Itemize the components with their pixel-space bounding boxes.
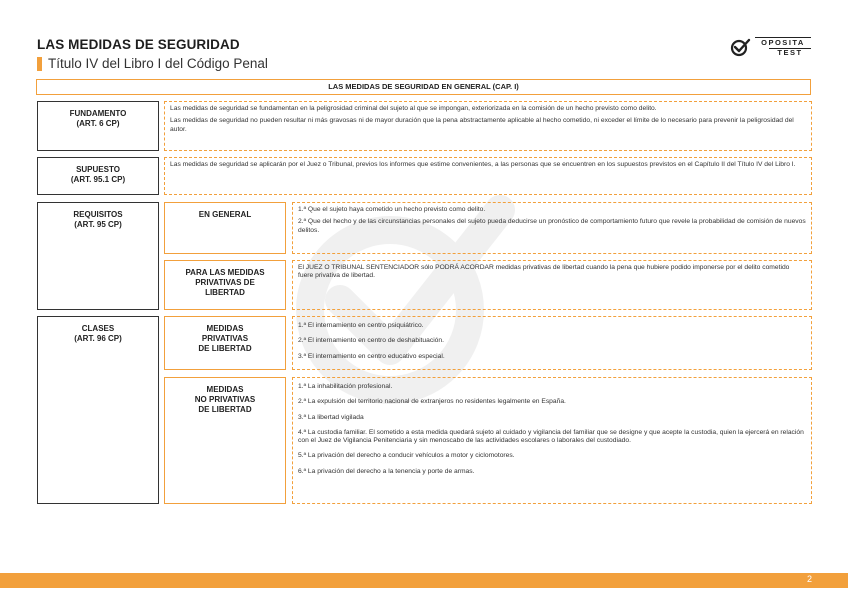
clases-no-privativas-line1: MEDIDAS (206, 385, 244, 394)
clases-label-title: CLASES (81, 324, 115, 333)
clases-label (37, 316, 159, 504)
requisitos-privativas-line1: PARA LAS MEDIDAS (185, 268, 265, 277)
requisitos-general-content (292, 202, 812, 254)
list-item: 1.ª Que el sujeto haya cometido un hecho previsto como delito. (298, 206, 486, 213)
clases-privativas-content (292, 316, 812, 370)
list-item: 6.ª La privación del derecho a la tenencia y porte de armas. (298, 467, 475, 475)
footer-bar (0, 573, 848, 588)
list-item: 1.ª La inhabilitación profesional. (298, 383, 393, 390)
supuesto-content (164, 157, 812, 195)
supuesto-label-title: SUPUESTO (76, 165, 120, 174)
clases-privativas-line1: MEDIDAS (206, 324, 244, 333)
requisitos-general-title: EN GENERAL (198, 210, 252, 219)
clases-privativas-line2: PRIVATIVAS (201, 334, 249, 343)
fundamento-label-article: (ART. 6 CP) (76, 119, 120, 128)
requisitos-privativas-content (292, 260, 812, 310)
logo-line2: TEST (769, 48, 811, 58)
list-item: 2.ª El internamiento en centro de deshabituación. (298, 337, 444, 345)
list-item: 3.ª El internamiento en centro educativo especial. (298, 352, 445, 360)
requisitos-label-title: REQUISITOS (73, 210, 123, 219)
page-title: LAS MEDIDAS DE SEGURIDAD (37, 37, 240, 52)
supuesto-paragraph: Las medidas de seguridad se aplicarán por el Juez o Tribunal, previos los informes que estime convenientes, a las personas que se encuentren en los supuestos previstos en el Capítulo II del Título IV del Libro I. (170, 161, 796, 168)
page-subtitle: Título IV del Libro I del Código Penal (48, 56, 268, 71)
requisitos-privativas-label (164, 260, 286, 310)
clases-label-article: (ART. 96 CP) (74, 334, 122, 343)
supuesto-label-article: (ART. 95.1 CP) (70, 175, 126, 184)
clases-no-privativas-line2: NO PRIVATIVAS (194, 395, 256, 404)
page-number: 2 (806, 574, 812, 584)
list-item: 5.ª La privación del derecho a conducir vehículos a motor y ciclomotores. (298, 452, 515, 460)
list-item: 2.ª La expulsión del territorio nacional de extranjeros no residentes legalmente en España. (298, 398, 566, 406)
section-heading: LAS MEDIDAS DE SEGURIDAD EN GENERAL (CAP. I) (36, 79, 811, 95)
supuesto-label (37, 157, 159, 195)
requisitos-privativas-line2: PRIVATIVAS DE (195, 278, 255, 287)
logo-text (755, 37, 811, 56)
subtitle-accent-bar (37, 57, 42, 71)
requisitos-privativas-paragraph: El JUEZ O TRIBUNAL SENTENCIADOR sólo PODRÁ ACORDAR medidas privativas de libertad cuando la pena que hubiere podido imponerse por el delito cometido fuere privativa de libertad. (298, 264, 790, 280)
requisitos-general-label (164, 202, 286, 254)
list-item: 4.ª La custodia familiar. El sometido a esta medida quedará sujeto al cuidado y vigilancia del familiar que se designe y que acepte la custodia, quien la ejercerá en relación con el Juez de Vigilancia Penitenciaria y sin menoscabo de las actividades escolares o laborales del custodiado. (298, 428, 804, 445)
requisitos-label (37, 202, 159, 310)
check-circle-icon (730, 37, 752, 57)
list-item: 2.ª Que del hecho y de las circunstancias personales del sujeto pueda deducirse un pronóstico de comportamiento futuro que revele la probabilidad de comisión de nuevos delitos. (298, 218, 806, 234)
list-item: 3.ª La libertad vigilada (298, 413, 364, 421)
clases-no-privativas-label (164, 377, 286, 504)
oposita-test-logo (730, 36, 812, 58)
fundamento-label-title: FUNDAMENTO (69, 109, 127, 118)
clases-privativas-line3: DE LIBERTAD (198, 344, 252, 353)
fundamento-paragraph: Las medidas de seguridad no pueden resultar ni más gravosas ni de mayor duración que la pena abstractamente aplicable al hecho cometido, ni exceder el límite de lo necesario para prevenir la peligrosidad del autor. (170, 117, 794, 133)
clases-no-privativas-line3: DE LIBERTAD (198, 405, 252, 414)
fundamento-paragraph: Las medidas de seguridad se fundamentan en la peligrosidad criminal del sujeto al que se impongan, exteriorizada en la comisión de un hecho previsto como delito. (170, 105, 657, 112)
requisitos-privativas-line3: LIBERTAD (205, 288, 245, 297)
logo-line1: OPOSITA (755, 37, 811, 48)
clases-privativas-label (164, 316, 286, 370)
clases-no-privativas-content (292, 377, 812, 504)
requisitos-label-article: (ART. 95 CP) (74, 220, 122, 229)
fundamento-label (37, 101, 159, 151)
list-item: 1.ª El internamiento en centro psiquiátrico. (298, 322, 424, 329)
fundamento-content (164, 101, 812, 151)
